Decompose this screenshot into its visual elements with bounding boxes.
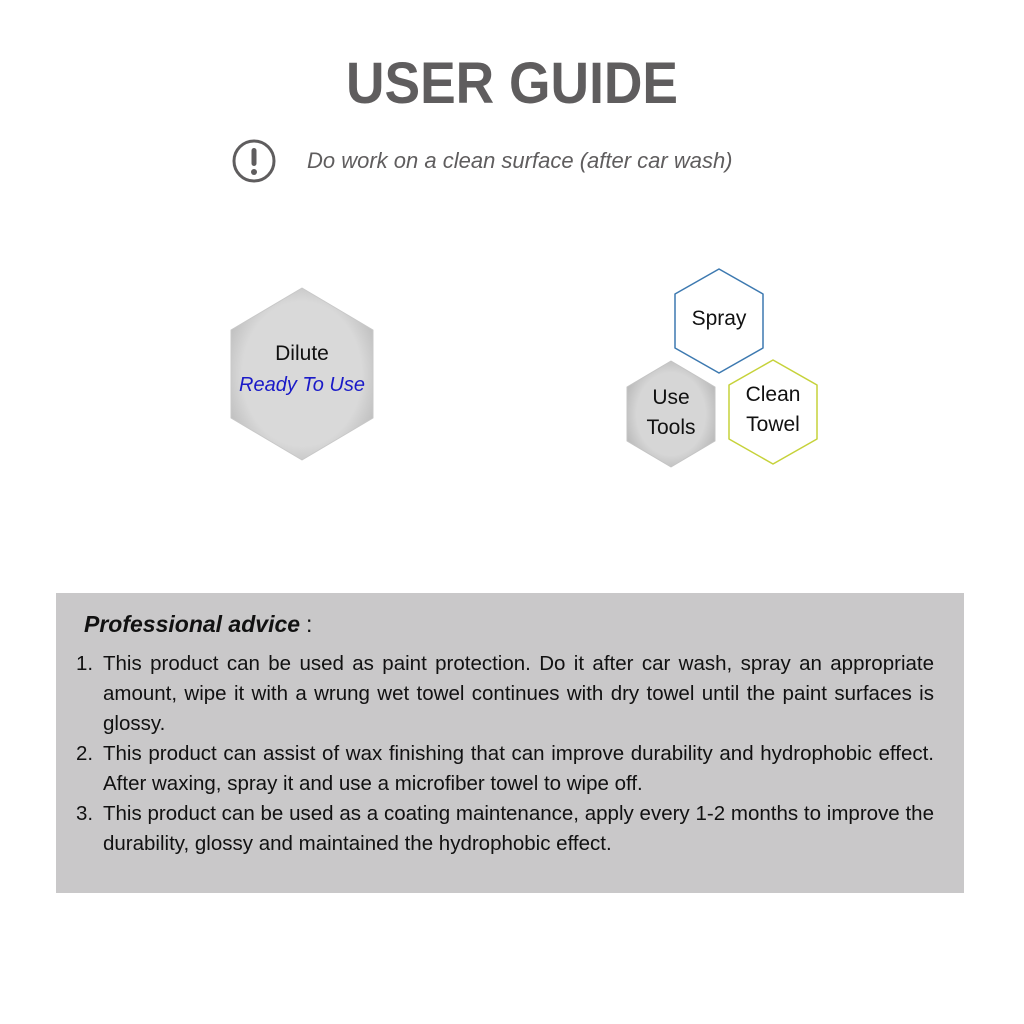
notice [232, 137, 733, 185]
advice-title-text: Professional advice [84, 611, 301, 637]
step-clean-towel-hexagon [728, 359, 818, 465]
tools-label: Tools [646, 416, 696, 439]
towel-label: Towel [746, 413, 800, 436]
dilute-label: Dilute [275, 342, 329, 365]
advice-item-text: This product can assist of wax finishing that can improve durability and hydrophobic effect. After waxing, spray it and use a microfiber towel to wipe off. [103, 742, 934, 795]
advice-title-colon: : [306, 611, 313, 637]
exclamation-circle-icon [232, 139, 276, 183]
page-title: USER GUIDE [345, 51, 679, 116]
advice-list [76, 649, 934, 859]
step-use-tools-hexagon [626, 360, 716, 468]
ready-to-use-label: Ready To Use [239, 374, 365, 396]
advice-item [76, 799, 934, 859]
advice-item-number: 2. [76, 742, 94, 765]
advice-item-number: 1. [76, 652, 94, 675]
advice-item-number: 3. [76, 802, 94, 825]
use-label: Use [652, 386, 690, 409]
advice-item [76, 649, 934, 739]
notice-text: Do work on a clean surface (after car wash) [307, 148, 733, 173]
advice-item-text: This product can be used as a coating maintenance, apply every 1-2 months to improve the durability, glossy and maintained the hydrophobic effect. [103, 802, 934, 855]
advice-panel [56, 593, 964, 893]
advice-title [84, 611, 312, 638]
advice-item-text: This product can be used as paint protection. Do it after car wash, spray an appropriate amount, wipe it with a wrung wet towel continues with dry towel until the paint surfaces is glossy. [103, 652, 934, 735]
spray-label: Spray [691, 307, 747, 330]
clean-label: Clean [745, 383, 801, 406]
dilution-hexagon [229, 286, 375, 462]
advice-item [76, 739, 934, 799]
